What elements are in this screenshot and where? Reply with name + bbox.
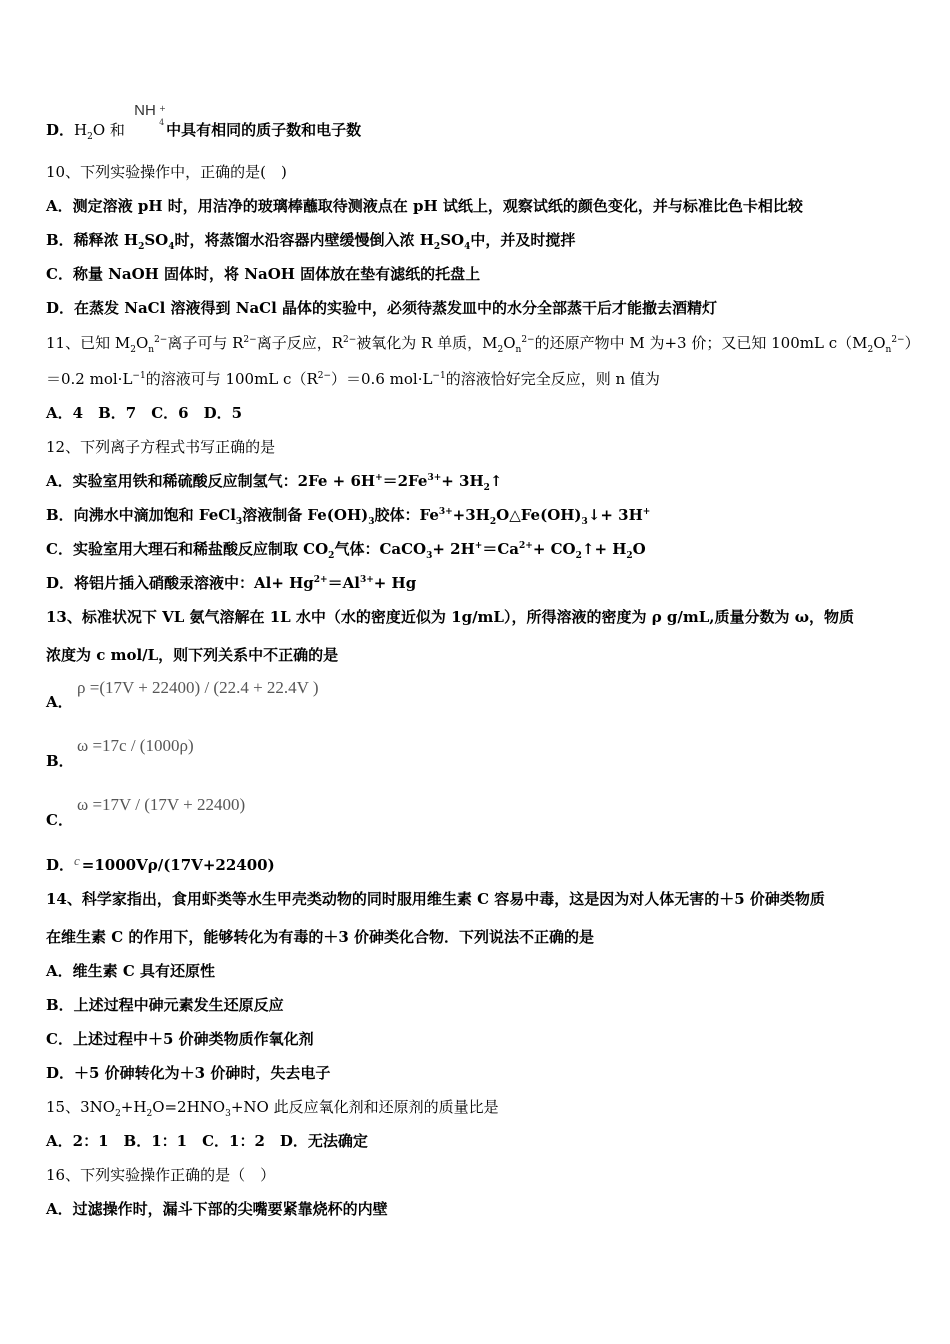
q11-options: A．4 B．7 C．6 D．5 [46,404,243,422]
q15-stem: 15、$3NO_2+H_2O=2HNO_3+NO$ 此反应氧化剂和还原剂的质量比是 [46,1098,499,1119]
q12-stem: 12、下列离子方程式书写正确的是 [46,438,276,456]
q13-option-a-formula: ρ =(17V + 22400) / (22.4 + 22.4V ) [77,678,319,697]
q11-stem-line1: 11、已知 $M_2O_n^{2-}$离子可与 $R^{2-}$离子反应，$R^{2-}$被氧化为 R 单质，$M_2O_n^{2-}$的还原产物中 M 为+3 价；又已知 100mL $c(M_2O_n^{2-})$ [46,334,920,355]
q13-stem-line1: 13、标准状况下 VL 氨气溶解在 1L 水中（水的密度近似为 1g/mL），所得溶液的密度为 ρ g/mL,质量分数为 ω，物质 [46,608,855,626]
q11-stem-line2: ＝0.2 $mol\cdot L^{-1}$的溶液可与 100mL $c(R^{2-})=0.6$ $mol\cdot L^{-1}$的溶液恰好完全反应，则 n 值为 [46,370,660,388]
q10-stem: 10、下列实验操作中，正确的是( ) [46,163,287,181]
q13-stem-line2: 浓度为 c mol/L，则下列关系中不正确的是 [46,646,339,664]
q13-option-c-formula: ω =17V / (17V + 22400) [77,795,246,814]
q10-option-d: D．在蒸发 NaCl 溶液得到 NaCl 晶体的实验中，必须待蒸发皿中的水分全部蒸干后才能撤去酒精灯 [46,299,718,317]
q10-option-c: C．称量 NaOH 固体时，将 NaOH 固体放在垫有滤纸的托盘上 [46,265,481,283]
q14-option-c: C．上述过程中＋5 价砷类物质作氧化剂 [46,1030,314,1048]
q14-option-b: B．上述过程中砷元素发生还原反应 [46,996,284,1014]
q14-stem-line2: 在维生素 C 的作用下，能够转化为有毒的＋3 价砷类化合物．下列说法不正确的是 [46,928,595,946]
q13-option-a-label: A． [46,693,73,711]
q13-option-b-label: B． [46,752,74,770]
q13-option-d: D．c =1000Vρ/(17V+22400) [46,853,275,874]
q14-stem-line1: 14、科学家指出，食用虾类等水生甲壳类动物的同时服用维生素 C 容易中毒，这是因为对人体无害的＋5 价砷类物质 [46,890,825,908]
q15-options: A．2：1 B．1：1 C．1：2 D．无法确定 [46,1132,368,1150]
q16-option-a: A．过滤操作时，漏斗下部的尖嘴要紧靠烧杯的内壁 [46,1200,388,1218]
q12-option-a: A．实验室用铁和稀硫酸反应制氢气：$2Fe + 6H^+=2Fe^{3+}+$ $3H_2↑$ [46,472,503,493]
q16-stem: 16、下列实验操作正确的是（ ） [46,1166,276,1184]
q13-option-b-formula: ω =17c / (1000ρ) [77,736,194,755]
q12-option-d: D．将铝片插入硝酸汞溶液中：$Al+ Hg^{2+}=Al^{3+}+ Hg$ [46,574,417,592]
q14-option-d: D．＋5 价砷转化为＋3 价砷时，失去电子 [46,1064,331,1082]
q12-option-b: B．向沸水中滴加饱和 FeCl$_3$溶液制备 $Fe(OH)_3$胶体：$Fe^{3+}+3H_2O\triangle Fe(OH)_3↓+ 3H^+$ [46,506,651,527]
q10-option-a: A．测定溶液 pH 时，用洁净的玻璃棒蘸取待测液点在 pH 试纸上，观察试纸的颜色变化，并与标准比色卡相比较 [46,197,803,215]
nh4-formula: NH + 4 [134,102,166,127]
q9-option-d: D．$H_2O$ 和 NH + 4 中具有相同的质子数和电子数 [46,102,362,142]
q10-option-b: B．稀释浓 $H_2SO_4$时，将蒸馏水沿容器内壁缓慢倒入浓 $H_2SO_4$中，并及时搅拌 [46,231,576,252]
q14-option-a: A．维生素 C 具有还原性 [46,962,216,980]
q12-option-c: C．实验室用大理石和稀盐酸反应制取 $CO_2$气体：CaCO$_3$+ $2H^+=Ca^{2+}+$ $CO_2↑+ H_2O$ [46,540,646,561]
q13-option-c-label: C． [46,811,73,829]
